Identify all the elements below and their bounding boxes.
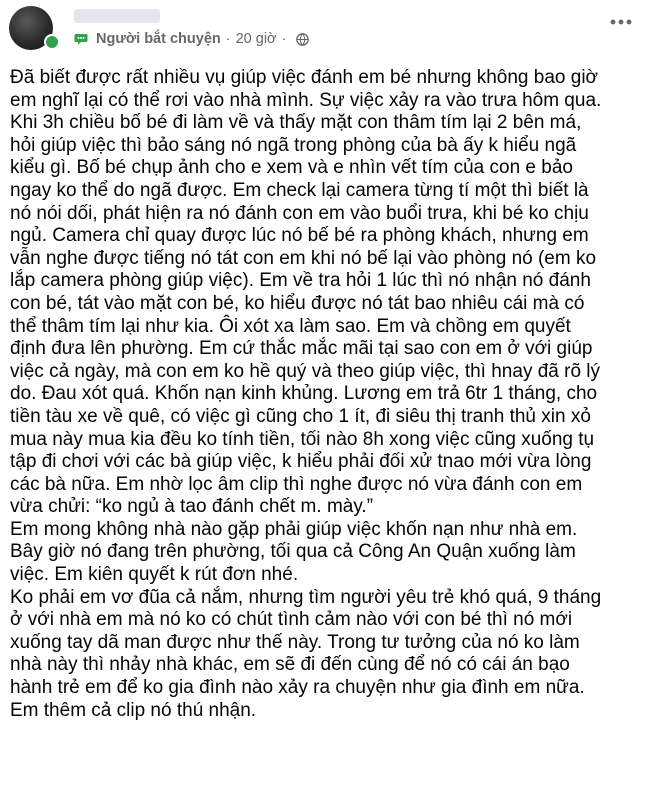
post-text-line: việc cả ngày, mà con em ko hề quý và theo giúp việc, thì hnay đã rõ lý: [10, 360, 601, 382]
online-status-icon: [44, 34, 60, 50]
post-text-line: Em mong không nhà nào gặp phải giúp việc khốn nạn như nhà em.: [10, 518, 578, 540]
post-text-line: Em thêm cả clip nó thú nhận.: [10, 699, 257, 721]
post-text-line: mua này mua kia đều ko tính tiền, tối nào 8h xong việc cũng xuống tụ: [10, 428, 595, 450]
post-text: [10, 67, 646, 722]
post-text-line: Ko phải em vơ đũa cả nắm, nhưng tìm người yêu trẻ khó quá, 9 tháng: [10, 586, 602, 608]
post-text-line: ngay ko thể do ngã được. Em check lại camera từng tí một thì biết là: [10, 179, 589, 201]
globe-icon[interactable]: [296, 33, 309, 46]
meta-separator: ·: [225, 31, 231, 47]
post-text-line: do. Đau xót quá. Khốn nạn kinh khủng. Lương em trả 6tr 1 tháng, cho: [10, 383, 598, 405]
post-text-line: việc. Em kiên quyết k rút đơn nhé.: [10, 564, 299, 586]
post-text-line: nó nói dối, phát hiện ra nó đánh con em vào buổi trưa, khi bé ko chịu: [10, 202, 589, 224]
more-options-icon[interactable]: [606, 12, 636, 32]
post-text-line: ngủ. Camera chỉ quay được lúc nó bế bé ra phòng khách, nhưng em: [10, 225, 589, 247]
post-text-line: Đã biết được rất nhiều vụ giúp việc đánh em bé nhưng không bao giờ: [10, 67, 599, 88]
post-text-line: hỏi giúp việc thì bảo sáng nó ngã trong phòng của bà ấy k hiểu ngã: [10, 134, 577, 156]
meta-separator-2: ·: [281, 31, 287, 47]
post-text-line: tiền tàu xe về quê, có việc gì cũng cho 1 ít, đi siêu thị tranh thủ xin xỏ: [10, 405, 591, 427]
post-timestamp[interactable]: 20 giờ: [235, 31, 277, 47]
post-text-line: hành trẻ em để ko gia đình nào xảy ra chuyện như gia đình em nữa.: [10, 677, 585, 699]
post-text-line: vẫn nghe được tiếng nó tát con em khi nó bế lại vào phòng nó (em ko: [10, 247, 597, 269]
post-text-line: kiểu gì. Bố bé chụp ảnh cho e xem và e nhìn vết tím của con e bảo: [10, 157, 573, 179]
post-meta: [74, 31, 309, 47]
post-text-line: Bây giờ nó đang trên phường, tối qua cả Công An Quận xuống làm: [10, 541, 576, 563]
post-header: [0, 0, 650, 60]
post-text-line: Khi 3h chiều bố bé đi làm về và thấy mặt con thâm tím lại 2 bên má,: [10, 112, 582, 134]
post-text-line: con bé, tát vào mặt con bé, ko hiểu được nó tát bao nhiêu cái mà có: [10, 292, 585, 314]
post-text-line: vừa chửi: “ko ngủ à tao đánh chết m. mày.”: [10, 496, 374, 518]
post-text-line: các bà nữa. Em nhờ lọc âm clip thì nghe được nó vừa đánh con em: [10, 473, 583, 495]
post-text-line: lắp camera phòng giúp việc). Em về tra hỏi 1 lúc thì nó nhận nó đánh: [10, 270, 591, 292]
post-text-line: nhà này thì nhảy nhà khác, em sẽ đi đến cùng để nó có cái án bạo: [10, 654, 570, 676]
post-text-line: thể thâm tím lại như kia. Ôi xót xa làm sao. Em và chồng em quyết: [10, 315, 571, 337]
post-text-line: xuống tay dã man được như thế này. Trong tư tưởng của nó ko làm: [10, 631, 580, 653]
post-text-line: tập đi chơi với các bà giúp việc, k hiểu phải đối xử tnao mới vừa lòng: [10, 451, 592, 473]
conversation-starter-icon: [74, 31, 90, 47]
post-text-line: ở với nhà em mà nó ko có chút tình cảm nào với con bé thì nó mới: [10, 609, 573, 631]
post-text-line: định đưa lên phường. Em cứ thắc mắc mãi tại sao con em ở với giúp: [10, 338, 593, 360]
author-name[interactable]: [74, 9, 160, 23]
post-text-line: em nghĩ lại có thể rơi vào nhà mình. Sự việc xảy ra vào trưa hôm qua.: [10, 89, 602, 111]
badge-label[interactable]: Người bắt chuyện: [96, 31, 221, 47]
